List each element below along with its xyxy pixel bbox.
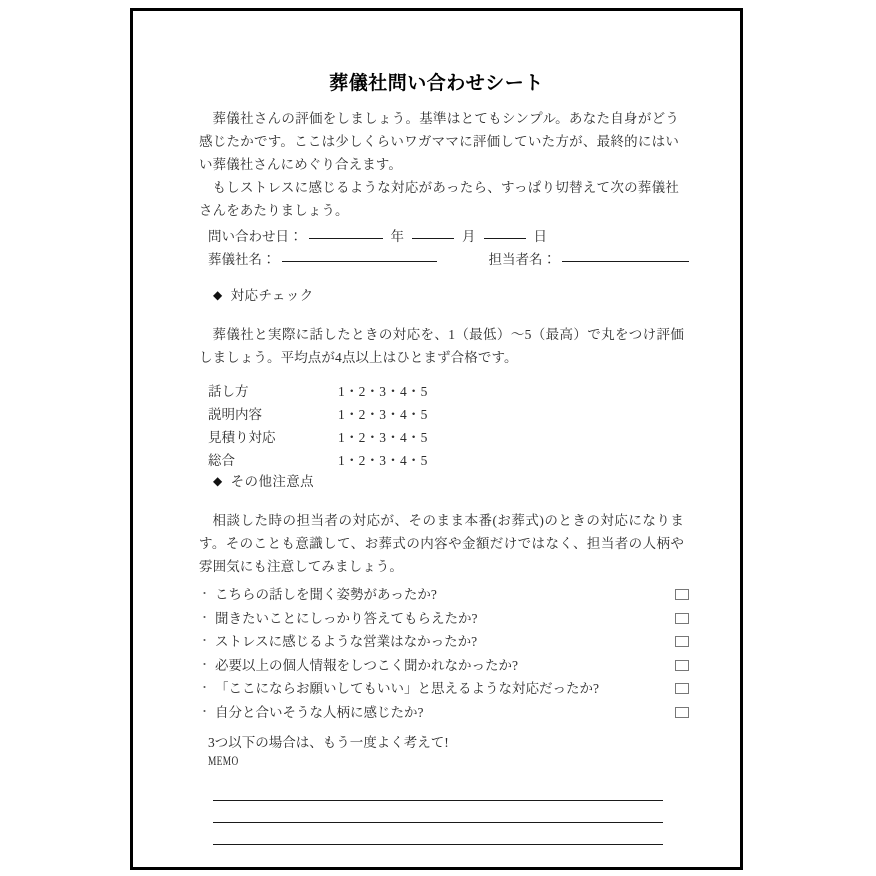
- checklist-item-label: 必要以上の個人情報をしつこく聞かれなかったか?: [215, 657, 518, 673]
- rating-table: [208, 380, 638, 472]
- checklist-item-label: こちらの話しを聞く姿勢があったか?: [215, 587, 437, 602]
- other-notes-description-text: 相談した時の担当者の対応が、そのまま本番(お葬式)のときの対応になります。そのことも意識して、お葬式の内容や金額だけではなく、担当者の人柄や雰囲気にも注意してみましょう。: [199, 513, 684, 574]
- memo-write-line[interactable]: [213, 844, 663, 845]
- intro-paragraph-2: [199, 176, 679, 222]
- checklist-item-label: 聞きたいことにしっかり答えてもらえたか?: [215, 610, 478, 626]
- day-unit-label: 日: [533, 229, 547, 244]
- table-row: [208, 449, 638, 472]
- diamond-bullet-icon: ◆: [213, 474, 223, 488]
- intro-paragraph-1: [199, 107, 679, 176]
- rating-scale-options[interactable]: 1・2・3・4・5: [338, 407, 428, 422]
- memo-write-line[interactable]: [213, 800, 663, 801]
- page-border: [130, 8, 743, 870]
- diamond-bullet-icon: ◆: [213, 288, 223, 302]
- page-title: 葬儀社問い合わせシート: [329, 72, 544, 94]
- checkbox[interactable]: [675, 589, 689, 600]
- response-check-description-text: 葬儀社と実際に話したときの対応を、1（最低）～5（最高）で丸をつけ評価しましょう。平均点が4点以上はひとまず合格です。: [199, 327, 684, 365]
- staff-name-label: 担当者名：: [488, 252, 556, 267]
- rating-criterion-name: 見積り対応: [208, 430, 276, 445]
- table-row: [208, 403, 638, 426]
- inquiry-form-block: [208, 225, 708, 271]
- checklist: [199, 583, 689, 724]
- rating-criterion-name: 総合: [208, 453, 235, 468]
- list-item: [199, 654, 689, 678]
- checklist-item-label: ストレスに感じるような営業はなかったか?: [215, 634, 478, 649]
- form-row-date: [208, 225, 708, 248]
- list-item: [199, 583, 689, 607]
- rating-criterion-name: 話し方: [208, 384, 249, 399]
- intro-paragraph-2-text: もしストレスに感じるような対応があったら、すっぱり切替えて次の葬儀社さんをあたりましょう。: [199, 180, 679, 218]
- checkbox[interactable]: [675, 636, 689, 647]
- rating-scale-options[interactable]: 1・2・3・4・5: [338, 384, 428, 399]
- dot-bullet-icon: ・: [199, 611, 210, 624]
- checklist-item-label: 自分と合いそうな人柄に感じたか?: [215, 704, 424, 720]
- table-row: [208, 380, 638, 403]
- other-notes-description: [199, 509, 684, 578]
- intro-paragraph-1-text: 葬儀社さんの評価をしましょう。基準はとてもシンプル。あなた自身がどう感じたかです。ここは少しくらいワガママに評価していた方が、最終的にはいい葬儀社さんにめぐり合えます。: [199, 111, 679, 172]
- checkbox[interactable]: [675, 707, 689, 718]
- section-heading-response-check-label: 対応チェック: [230, 288, 314, 303]
- closing-note: 3つ以下の場合は、もう一度よく考えて!: [208, 735, 449, 750]
- list-item: [199, 607, 689, 631]
- table-row: [208, 426, 638, 449]
- memo-write-line[interactable]: [213, 822, 663, 823]
- document-sheet: [133, 11, 740, 867]
- rating-criterion-name: 説明内容: [208, 407, 262, 422]
- date-label: 問い合わせ日：: [208, 229, 303, 244]
- company-name-input-rule[interactable]: [282, 261, 437, 262]
- checkbox[interactable]: [675, 683, 689, 694]
- list-item: [199, 701, 689, 725]
- month-unit-label: 月: [462, 229, 476, 244]
- section-heading-other-notes-label: その他注意点: [230, 474, 315, 489]
- staff-name-input-rule[interactable]: [562, 261, 689, 262]
- day-input-rule[interactable]: [484, 238, 526, 239]
- year-input-rule[interactable]: [309, 238, 383, 239]
- list-item: [199, 677, 689, 701]
- dot-bullet-icon: ・: [199, 658, 210, 671]
- section-heading-other-notes: [213, 470, 314, 490]
- checklist-item-label: 「ここにならお願いしてもいい」と思えるような対応だったか?: [215, 681, 599, 696]
- year-unit-label: 年: [390, 229, 404, 244]
- list-item: [199, 630, 689, 654]
- form-row-names: [208, 248, 708, 271]
- response-check-description: [199, 323, 684, 369]
- dot-bullet-icon: ・: [199, 635, 210, 647]
- dot-bullet-icon: ・: [199, 705, 210, 718]
- rating-scale-options[interactable]: 1・2・3・4・5: [338, 453, 428, 468]
- rating-scale-options[interactable]: 1・2・3・4・5: [338, 430, 428, 445]
- dot-bullet-icon: ・: [199, 588, 210, 600]
- company-name-label: 葬儀社名：: [208, 252, 276, 267]
- month-input-rule[interactable]: [412, 238, 454, 239]
- dot-bullet-icon: ・: [199, 682, 210, 694]
- checkbox[interactable]: [675, 660, 689, 671]
- checkbox[interactable]: [675, 613, 689, 624]
- section-heading-response-check: [213, 284, 314, 304]
- memo-label: MEMO: [208, 753, 239, 768]
